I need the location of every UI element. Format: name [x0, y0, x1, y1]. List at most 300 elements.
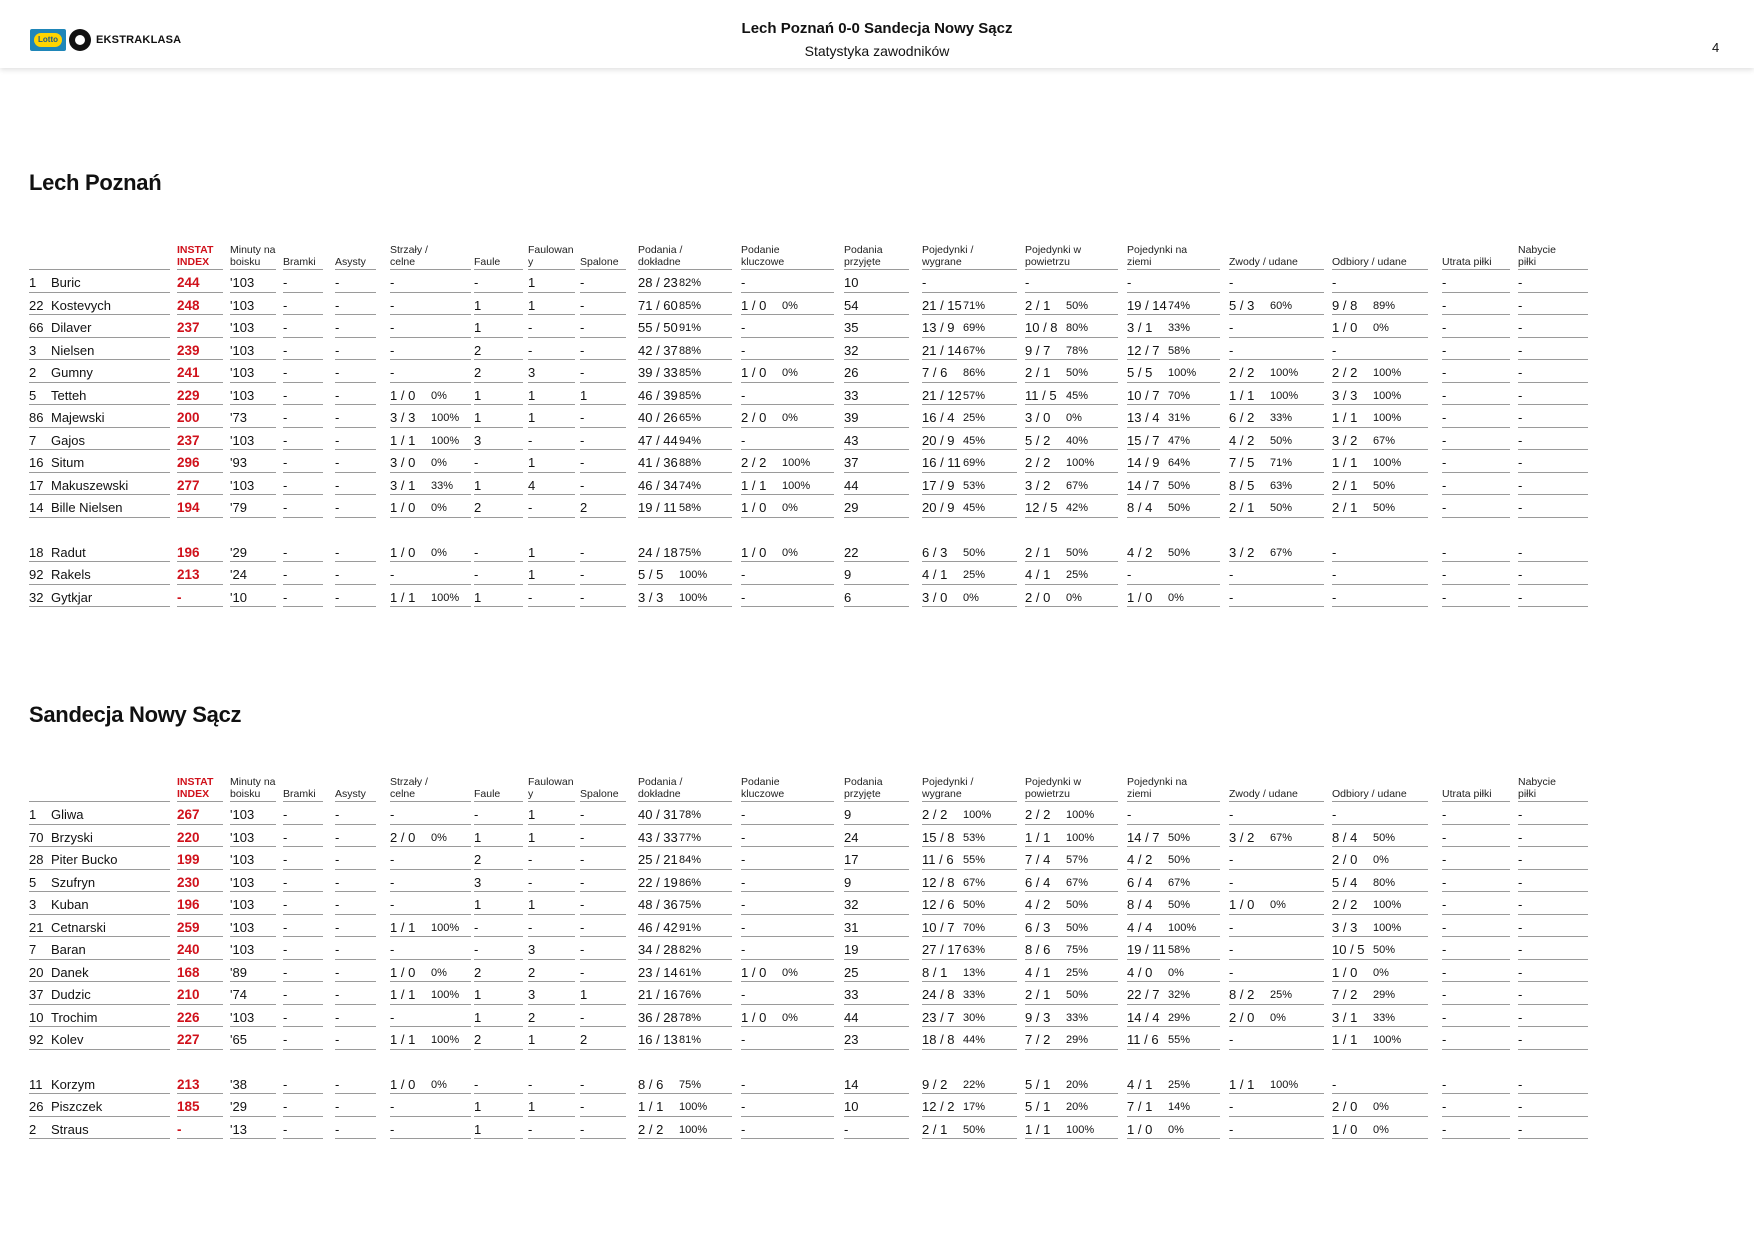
cell-passes [638, 937, 732, 960]
cell-percent: 0% [431, 457, 447, 469]
column-header-label: Minuty na boisku [230, 244, 276, 268]
cell-value: 12 / 6 [922, 897, 955, 912]
cell-losses: - [1442, 1005, 1510, 1028]
cell-dribbles [1229, 562, 1324, 585]
cell-percent: 94% [679, 434, 702, 447]
player-cell [29, 585, 170, 608]
column-header-minutes [230, 776, 276, 802]
cell-fouled: 2 [528, 960, 575, 983]
cell-percent: 100% [679, 1123, 708, 1136]
cell-dribbles [1229, 1005, 1324, 1028]
cell-percent: 63% [1270, 479, 1293, 492]
cell-percent: 0% [431, 1078, 447, 1091]
cell-duels [922, 495, 1017, 518]
cell-value: - [1229, 275, 1234, 290]
cell-percent: 85% [679, 367, 702, 379]
cell-value: 1 / 1 [390, 589, 416, 605]
cell-percent: 17% [963, 1101, 986, 1113]
cell-value: - [1229, 1032, 1234, 1047]
cell-value: 1 / 1 [1332, 455, 1358, 470]
cell-key_passes [741, 473, 834, 496]
cell-passes [638, 428, 732, 451]
cell-assists: - [335, 892, 376, 915]
cell-ground_duels [1127, 1027, 1220, 1050]
cell-value: 8 / 4 [1127, 897, 1153, 912]
cell-percent: 0% [782, 966, 798, 979]
cell-recoveries: - [1518, 428, 1588, 451]
cell-losses: - [1442, 1027, 1510, 1050]
cell-air_duels [1025, 1117, 1118, 1140]
cell-fouls: 1 [474, 315, 523, 338]
cell-value: 12 / 7 [1127, 342, 1160, 358]
cell-value: 2 / 2 [1025, 807, 1051, 822]
cell-shots [390, 982, 471, 1005]
cell-value: 5 / 3 [1229, 297, 1255, 313]
cell-value: 3 / 0 [1025, 410, 1051, 425]
column-header-offsides [580, 244, 626, 270]
cell-percent: 25% [1270, 989, 1293, 1001]
cell-index: 240 [177, 937, 223, 960]
cell-recoveries: - [1518, 473, 1588, 496]
cell-ground_duels [1127, 825, 1220, 848]
cell-percent: 78% [1066, 344, 1089, 357]
cell-shots [390, 338, 471, 361]
cell-value: 20 / 9 [922, 432, 955, 448]
cell-fouled: 1 [528, 270, 575, 293]
cell-key_passes [741, 450, 834, 473]
column-header-label: Nabycie piłki [1518, 776, 1556, 800]
player-name: Dudzic [51, 987, 91, 1002]
cell-value: 7 / 2 [1025, 1032, 1051, 1047]
cell-recoveries: - [1518, 383, 1588, 406]
cell-fouls: - [474, 540, 523, 563]
cell-value: 4 / 2 [1229, 432, 1255, 448]
cell-percent: 100% [679, 591, 708, 604]
cell-received: 43 [844, 428, 909, 451]
cell-dribbles [1229, 450, 1324, 473]
cell-air_duels [1025, 585, 1118, 608]
cell-dribbles [1229, 495, 1324, 518]
cell-assists: - [335, 405, 376, 428]
shirt-number: 14 [29, 500, 44, 515]
cell-percent: 100% [431, 412, 460, 424]
cell-value: - [1229, 589, 1234, 605]
cell-percent: 50% [1270, 434, 1293, 447]
cell-value: 4 / 1 [1025, 567, 1051, 582]
cell-fouls: 1 [474, 1005, 523, 1028]
cell-value: 2 / 1 [1025, 297, 1051, 313]
cell-value: 24 / 18 [638, 544, 678, 560]
cell-value: - [1332, 342, 1337, 358]
cell-passes [638, 270, 732, 293]
cell-key_passes [741, 562, 834, 585]
cell-dribbles [1229, 428, 1324, 451]
cell-tackles [1332, 870, 1428, 893]
cell-percent: 86% [963, 367, 986, 379]
cell-passes [638, 870, 732, 893]
cell-percent: 58% [1168, 944, 1191, 956]
cell-passes [638, 1094, 732, 1117]
player-name: Straus [51, 1121, 89, 1137]
shirt-number: 70 [29, 829, 44, 845]
cell-value: 9 / 8 [1332, 297, 1358, 313]
cell-losses: - [1442, 293, 1510, 316]
cell-value: 2 / 0 [1025, 589, 1051, 605]
cell-air_duels [1025, 270, 1118, 293]
cell-air_duels [1025, 473, 1118, 496]
cell-percent: 75% [679, 546, 702, 559]
cell-tackles [1332, 892, 1428, 915]
cell-percent: 71% [963, 299, 986, 312]
cell-duels [922, 585, 1017, 608]
cell-air_duels [1025, 1005, 1118, 1028]
cell-recoveries: - [1518, 1117, 1588, 1140]
shirt-number: 18 [29, 544, 44, 560]
player-cell [29, 405, 170, 428]
cell-offsides: - [580, 825, 626, 848]
shirt-number: 2 [29, 1121, 37, 1137]
cell-value: 22 / 19 [638, 874, 678, 890]
cell-percent: 100% [431, 434, 460, 447]
cell-air_duels [1025, 495, 1118, 518]
cell-value: 1 / 0 [1229, 897, 1255, 912]
cell-value: - [1229, 342, 1234, 358]
player-cell [29, 315, 170, 338]
cell-value: - [741, 919, 746, 935]
cell-percent: 25% [1066, 966, 1089, 979]
cell-goals: - [283, 473, 323, 496]
cell-fouls: 1 [474, 293, 523, 316]
player-name: Korzym [51, 1076, 96, 1092]
cell-value: 20 / 9 [922, 500, 955, 515]
cell-tackles [1332, 825, 1428, 848]
cell-passes [638, 585, 732, 608]
cell-goals: - [283, 1117, 323, 1140]
cell-value: 7 / 5 [1229, 455, 1255, 470]
cell-value: - [1229, 942, 1234, 957]
column-header-fouls [474, 244, 523, 270]
column-header-dribbles [1229, 776, 1324, 802]
cell-value: 4 / 1 [922, 567, 948, 582]
cell-percent: 100% [782, 479, 811, 492]
column-header-assists [335, 244, 376, 270]
cell-minutes: '103 [230, 802, 276, 825]
cell-value: - [390, 1121, 395, 1137]
cell-percent: 71% [1270, 457, 1293, 469]
cell-value: 12 / 8 [922, 874, 955, 890]
cell-recoveries: - [1518, 1027, 1588, 1050]
cell-dribbles [1229, 338, 1324, 361]
cell-goals: - [283, 338, 323, 361]
cell-received: 32 [844, 338, 909, 361]
cell-percent: 33% [1270, 412, 1293, 424]
cell-air_duels [1025, 360, 1118, 383]
cell-value: 1 / 1 [1229, 387, 1255, 403]
cell-fouled: - [528, 338, 575, 361]
cell-key_passes [741, 495, 834, 518]
cell-air_duels [1025, 915, 1118, 938]
cell-percent: 69% [963, 457, 986, 469]
cell-value: - [741, 275, 746, 290]
cell-recoveries: - [1518, 585, 1588, 608]
column-header-recoveries [1518, 244, 1588, 270]
cell-value: 1 / 0 [1127, 589, 1153, 605]
cell-value: 9 / 3 [1025, 1009, 1051, 1025]
cell-value: 16 / 11 [922, 455, 961, 470]
cell-value: 5 / 2 [1025, 432, 1051, 448]
cell-passes [638, 1117, 732, 1140]
cell-passes [638, 315, 732, 338]
player-cell [29, 892, 170, 915]
cell-value: - [1229, 807, 1234, 822]
cell-passes [638, 892, 732, 915]
cell-percent: 100% [1066, 457, 1095, 469]
column-header-player [29, 244, 170, 270]
cell-value: 9 / 2 [922, 1076, 948, 1092]
cell-ground_duels [1127, 1117, 1220, 1140]
cell-duels [922, 338, 1017, 361]
cell-duels [922, 450, 1017, 473]
cell-tackles [1332, 360, 1428, 383]
cell-fouled: - [528, 428, 575, 451]
cell-percent: 0% [431, 389, 447, 402]
cell-percent: 100% [1373, 899, 1402, 911]
cell-percent: 50% [1066, 921, 1089, 934]
cell-key_passes [741, 1117, 834, 1140]
cell-minutes: '103 [230, 360, 276, 383]
cell-value: 15 / 8 [922, 829, 955, 845]
column-header-label: Faulowan y [528, 776, 574, 800]
cell-shots [390, 825, 471, 848]
cell-assists: - [335, 450, 376, 473]
cell-shots [390, 1094, 471, 1117]
cell-tackles [1332, 847, 1428, 870]
column-header-passes [638, 776, 732, 802]
cell-value: 14 / 7 [1127, 829, 1160, 845]
cell-assists: - [335, 1027, 376, 1050]
cell-received: 35 [844, 315, 909, 338]
cell-dribbles [1229, 315, 1324, 338]
cell-index: - [177, 585, 223, 608]
player-cell [29, 870, 170, 893]
player-cell [29, 1117, 170, 1140]
cell-value: 7 / 2 [1332, 987, 1358, 1002]
cell-received: 23 [844, 1027, 909, 1050]
cell-tackles [1332, 802, 1428, 825]
cell-goals: - [283, 1005, 323, 1028]
cell-fouls: 1 [474, 405, 523, 428]
cell-value: 11 / 6 [922, 852, 954, 867]
cell-goals: - [283, 870, 323, 893]
cell-percent: 0% [782, 1011, 798, 1024]
cell-value: - [390, 807, 395, 822]
cell-assists: - [335, 870, 376, 893]
column-header-label: Strzały / celne [390, 244, 428, 268]
cell-passes [638, 802, 732, 825]
cell-value: - [1229, 1121, 1234, 1137]
cell-offsides: 1 [580, 982, 626, 1005]
cell-value: 8 / 4 [1127, 500, 1153, 515]
cell-offsides: - [580, 360, 626, 383]
cell-ground_duels [1127, 847, 1220, 870]
cell-duels [922, 1117, 1017, 1140]
cell-minutes: '103 [230, 937, 276, 960]
cell-percent: 53% [963, 479, 986, 492]
cell-assists: - [335, 1094, 376, 1117]
cell-duels [922, 1005, 1017, 1028]
cell-value: 19 / 14 [1127, 297, 1167, 313]
player-name: Bille Nielsen [51, 500, 123, 515]
column-header-duels [922, 776, 1017, 802]
cell-percent: 100% [1270, 389, 1299, 402]
cell-minutes: '103 [230, 473, 276, 496]
cell-fouls: 1 [474, 892, 523, 915]
column-header-label: Odbiory / udane [1332, 256, 1407, 268]
cell-percent: 84% [679, 854, 702, 866]
cell-losses: - [1442, 960, 1510, 983]
column-header-index [177, 244, 223, 270]
cell-tackles [1332, 315, 1428, 338]
cell-recoveries: - [1518, 562, 1588, 585]
player-cell [29, 562, 170, 585]
cell-passes [638, 1072, 732, 1095]
player-name: Dilaver [51, 320, 92, 335]
cell-value: 1 / 1 [1025, 1121, 1051, 1137]
cell-percent: 0% [1373, 1123, 1389, 1136]
cell-value: 21 / 12 [922, 387, 962, 403]
cell-air_duels [1025, 1094, 1118, 1117]
cell-index: 239 [177, 338, 223, 361]
cell-key_passes [741, 915, 834, 938]
cell-percent: 88% [679, 344, 702, 357]
cell-value: 5 / 1 [1025, 1076, 1051, 1092]
cell-fouls: - [474, 270, 523, 293]
cell-value: 34 / 28 [638, 942, 678, 957]
cell-losses: - [1442, 495, 1510, 518]
cell-shots [390, 892, 471, 915]
cell-tackles [1332, 1117, 1428, 1140]
cell-recoveries: - [1518, 960, 1588, 983]
shirt-number: 3 [29, 897, 37, 912]
cell-value: 1 / 1 [390, 987, 416, 1002]
cell-dribbles [1229, 1094, 1324, 1117]
player-cell [29, 1027, 170, 1050]
cell-key_passes [741, 1027, 834, 1050]
cell-percent: 60% [1270, 299, 1293, 312]
cell-minutes: '103 [230, 915, 276, 938]
shirt-number: 5 [29, 874, 37, 890]
cell-value: - [1229, 567, 1234, 582]
cell-percent: 0% [782, 502, 798, 514]
cell-value: 6 / 3 [922, 544, 948, 560]
cell-value: 13 / 4 [1127, 410, 1160, 425]
cell-percent: 50% [1168, 479, 1191, 492]
cell-passes [638, 915, 732, 938]
cell-shots [390, 562, 471, 585]
cell-ground_duels [1127, 473, 1220, 496]
cell-ground_duels [1127, 585, 1220, 608]
cell-value: 1 / 0 [390, 964, 416, 980]
cell-fouled: 3 [528, 360, 575, 383]
cell-received: 25 [844, 960, 909, 983]
cell-key_passes [741, 383, 834, 406]
player-name: Rakels [51, 567, 91, 582]
cell-value: 27 / 17 [922, 942, 962, 957]
cell-value: 8 / 4 [1332, 829, 1358, 845]
cell-value: - [1332, 589, 1337, 605]
cell-percent: 0% [963, 591, 979, 604]
shirt-number: 1 [29, 275, 37, 290]
cell-received: 31 [844, 915, 909, 938]
cell-duels [922, 293, 1017, 316]
cell-fouls: 1 [474, 473, 523, 496]
cell-percent: 0% [431, 502, 447, 514]
cell-value: 10 / 7 [922, 919, 955, 935]
cell-tackles [1332, 1027, 1428, 1050]
cell-value: 21 / 14 [922, 342, 962, 358]
cell-percent: 50% [1373, 944, 1396, 956]
cell-key_passes [741, 360, 834, 383]
cell-key_passes [741, 825, 834, 848]
cell-value: - [741, 387, 746, 403]
cell-value: - [1332, 275, 1337, 290]
cell-value: 1 / 0 [741, 964, 767, 980]
cell-offsides: - [580, 405, 626, 428]
column-header-losses [1442, 244, 1510, 270]
cell-air_duels [1025, 825, 1118, 848]
player-cell [29, 982, 170, 1005]
cell-duels [922, 915, 1017, 938]
cell-ground_duels [1127, 315, 1220, 338]
match-title: Lech Poznań 0-0 Sandecja Nowy Sącz [741, 20, 1013, 37]
cell-fouls: 1 [474, 1117, 523, 1140]
player-name: Kolev [51, 1032, 84, 1047]
cell-value: 3 / 3 [1332, 919, 1358, 935]
shirt-number: 2 [29, 365, 37, 380]
cell-value: - [390, 942, 395, 957]
cell-dribbles [1229, 473, 1324, 496]
cell-value: 1 / 0 [741, 297, 767, 313]
cell-shots [390, 473, 471, 496]
cell-value: 23 / 14 [638, 964, 678, 980]
cell-shots [390, 915, 471, 938]
cell-value: 2 / 1 [1332, 500, 1358, 515]
cell-percent: 75% [679, 899, 702, 911]
cell-index: 259 [177, 915, 223, 938]
cell-offsides: - [580, 585, 626, 608]
cell-received: 26 [844, 360, 909, 383]
cell-duels [922, 540, 1017, 563]
cell-value: 10 / 8 [1025, 320, 1058, 335]
cell-value: 5 / 4 [1332, 874, 1358, 890]
column-header-shots [390, 776, 471, 802]
cell-value: 3 / 3 [390, 410, 416, 425]
cell-dribbles [1229, 802, 1324, 825]
cell-percent: 91% [679, 322, 702, 334]
column-header-goals [283, 776, 323, 802]
player-name: Gajos [51, 432, 85, 448]
cell-goals: - [283, 1072, 323, 1095]
cell-air_duels [1025, 315, 1118, 338]
cell-fouls: 1 [474, 585, 523, 608]
cell-minutes: '29 [230, 1094, 276, 1117]
cell-percent: 100% [431, 1034, 460, 1046]
column-header-label: Utrata piłki [1442, 788, 1492, 800]
cell-value: - [1229, 919, 1234, 935]
cell-passes [638, 293, 732, 316]
cell-losses: - [1442, 847, 1510, 870]
column-header-label: Podanie kluczowe [741, 776, 785, 800]
